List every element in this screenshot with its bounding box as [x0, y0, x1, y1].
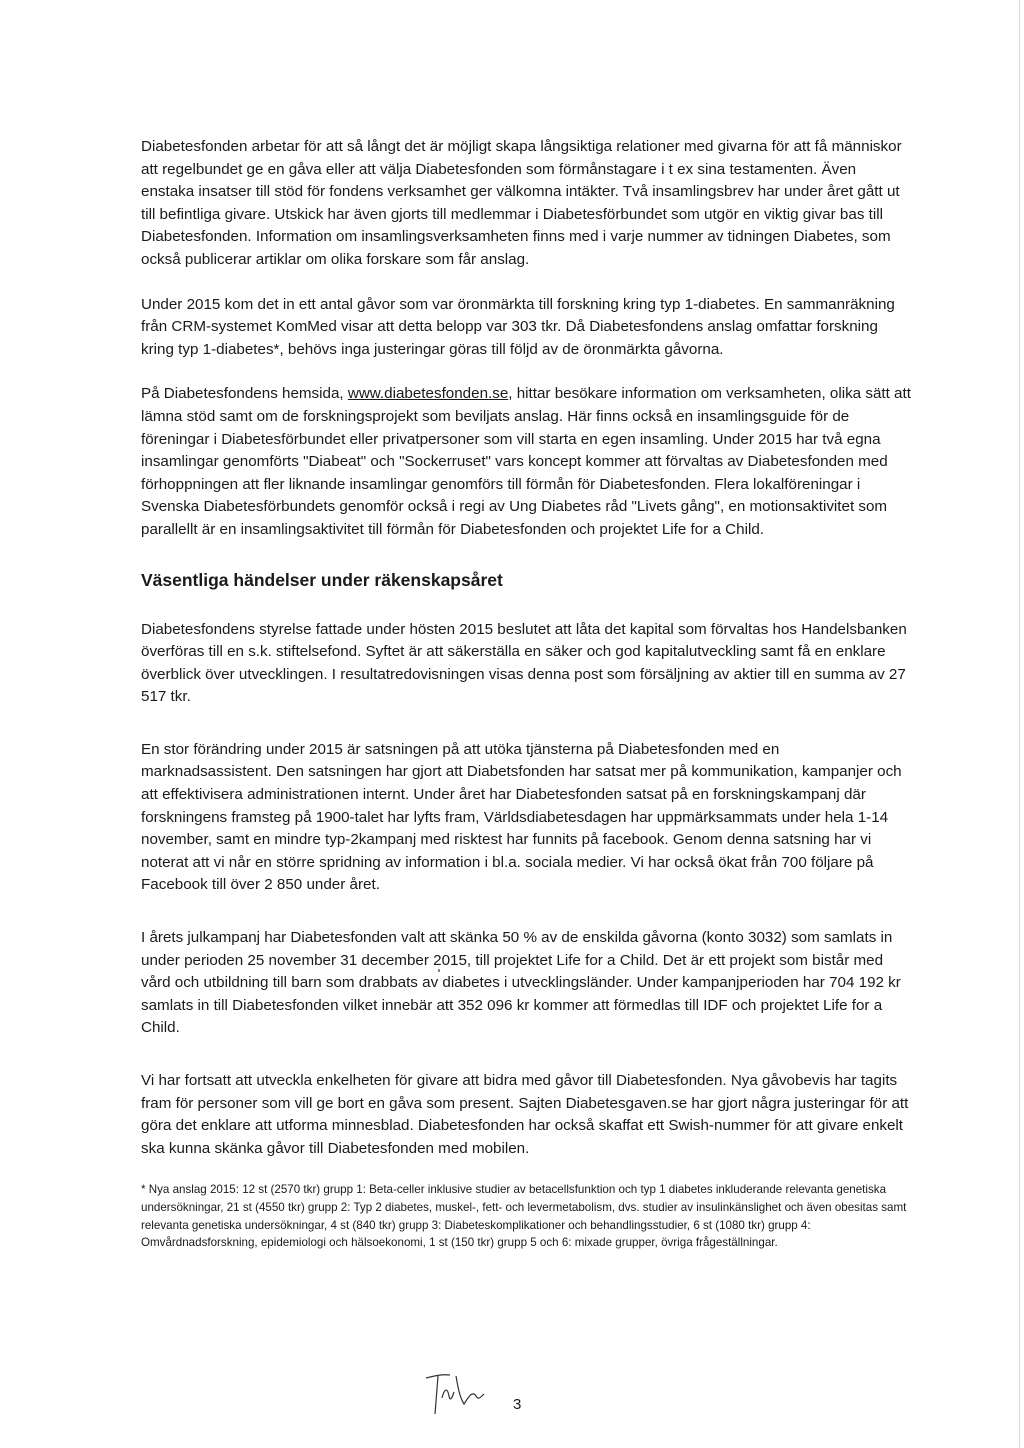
paragraph-marketing-assistant: En stor förändring under 2015 är satsningen på att utöka tjänsterna på Diabetesfonden med en marknadsassistent. Den satsningen har gjort att Diabetsfonden har satsat mer på kommunikation, kampanjer och att effektivisera administrationen internt. Under året har Diabetesfonden satsat på en forskningskampanj där forskningens framsteg på 1900-talet har lyfts fram, Världsdiabetesdagen har uppmärksammats under hela 1-14 november, samt en mindre typ-2kampanj med risktest har funnits på facebook. Genom denna satsning har vi noterat att vi når en större spridning av information i bl.a. sociala medier. Vi har också ökat från 700 följare på Facebook till över 2 850 under året.	[141, 740, 902, 894]
document-body	[141, 136, 911, 1252]
footnote: * Nya anslag 2015: 12 st (2570 tkr) grupp 1: Beta-celler inklusive studier av betacellsfunktion och typ 1 diabetes inkluderande relevanta genetiska undersökningar, 21 st (4550 tkr) grupp 2: Typ 2 diabetes, muskel-, fett- och levermetabolism, dvs. studier av insulinkänslighet och även obesitas samt relevanta genetiska undersökningar, 4 st (840 tkr) grupp 3: Diabeteskomplikationer och behandlingsstudier, 6 st (1080 tkr) grupp 4: Omvårdnadsforskning, epidemiologi och hälsoekonomi, 1 st (150 tkr) grupp 5 och 6: mixade grupper, övriga frågeställningar.	[141, 1183, 907, 1250]
paragraph-fundraising-relations: Diabetesfonden arbetar för att så långt det är möjligt skapa långsiktiga relationer med givarna för att få människor att regelbundet ge en gåva eller att välja Diabetesfonden som förmånstagare i t ex sina testamenten. Även enstaka insatser till stöd för fondens verksamhet ger välkomna intäkter. Två insamlingsbrev har under året gått ut till befintliga givare. Utskick har även gjorts till medlemmar i Diabetesförbundet som utgör en viktig givar bas till Diabetesfonden. Information om insamlingsverksamheten finns med i varje nummer av tidningen Diabetes, som också publicerar artiklar om olika forskare som får anslag.	[141, 138, 902, 268]
paragraph-christmas-campaign: I årets julkampanj har Diabetesfonden valt att skänka 50 % av de enskilda gåvorna (konto 3032) som samlats in under perioden 25 november 31 december 2015, till projektet Life for a Child. Det är ett projekt som bistår med vård och utbildning till barn som drabbats av diabetes i utvecklingsländer. Under kampanjperioden har 704 192 kr samlats in till Diabetesfonden vilket innebär att 352 096 kr kommer att förmedlas till IDF och projektet Life for a Child.	[141, 929, 901, 1037]
paragraph-earmarked-gifts: Under 2015 kom det in ett antal gåvor som var öronmärkta till forskning kring typ 1-diabetes. En sammanräkning från CRM-systemet KomMed visar att detta belopp var 303 tkr. Då Diabetesfondens anslag omfattar forskning kring typ 1-diabetes*, behövs inga justeringar göras till följd av de öronmärkta gåvorna.	[141, 295, 895, 358]
section-heading: Väsentliga händelser under räkenskapsåret	[141, 569, 503, 590]
paragraph-website-intro: På Diabetesfondens hemsida,	[141, 385, 348, 403]
paragraph-website-rest: , hittar besökare information om verksamheten, olika sätt att lämna stöd samt om de forskningsprojekt som beviljats anslag. Här finns också en insamlingsguide för de föreningar i Diabetesförbundet eller privatpersoner som vill starta en egen insamling. Under 2015 har två egna insamlingar genomförts "Diabeat" och "Sockerruset" vars koncept kommer att förvaltas av Diabetesfonden med förhoppningen att fler liknande insamlingar genomförs till förmån för Diabetesfonden. Flera lokalföreningar i Svenska Diabetesförbundets genomför också i regi av Ung Diabetes råd "Livets gång", en motionsaktivitet som parallellt är en insamlingsaktivitet till förmån för Diabetesfonden och projektet Life for a Child.	[141, 385, 911, 538]
scan-speck	[438, 969, 440, 972]
page-edge-line	[1019, 0, 1020, 1448]
paragraph-giving-simplicity: Vi har fortsatt att utveckla enkelheten för givare att bidra med gåvor till Diabetesfonden. Nya gåvobevis har tagits fram för personer som vill ge bort en gåva som present. Sajten Diabetesgaven.se har gjort några justeringar för att göra det enklare att utforma minnesblad. Diabetesfonden har också skaffat ett Swish-nummer för att givare enkelt ska kunna skänka gåvor till Diabetesfonden med mobilen.	[141, 1072, 909, 1157]
paragraph-foundation-transfer: Diabetesfondens styrelse fattade under hösten 2015 beslutet att låta det kapital som förvaltas hos Handelsbanken överföras till en s.k. stiftelsefond. Syftet är att säkerställa en säker och god kapitalutveckling samt få en enklare överblick över utvecklingen. I resultatredovisningen visas denna post som försäljning av aktier till en summa av 27 517 tkr.	[141, 620, 907, 706]
page-number: 3	[513, 1396, 522, 1413]
handwritten-initials-signature	[420, 1368, 510, 1418]
paragraph-website	[141, 383, 911, 541]
website-link[interactable]: www.diabetesfonden.se	[347, 385, 509, 403]
